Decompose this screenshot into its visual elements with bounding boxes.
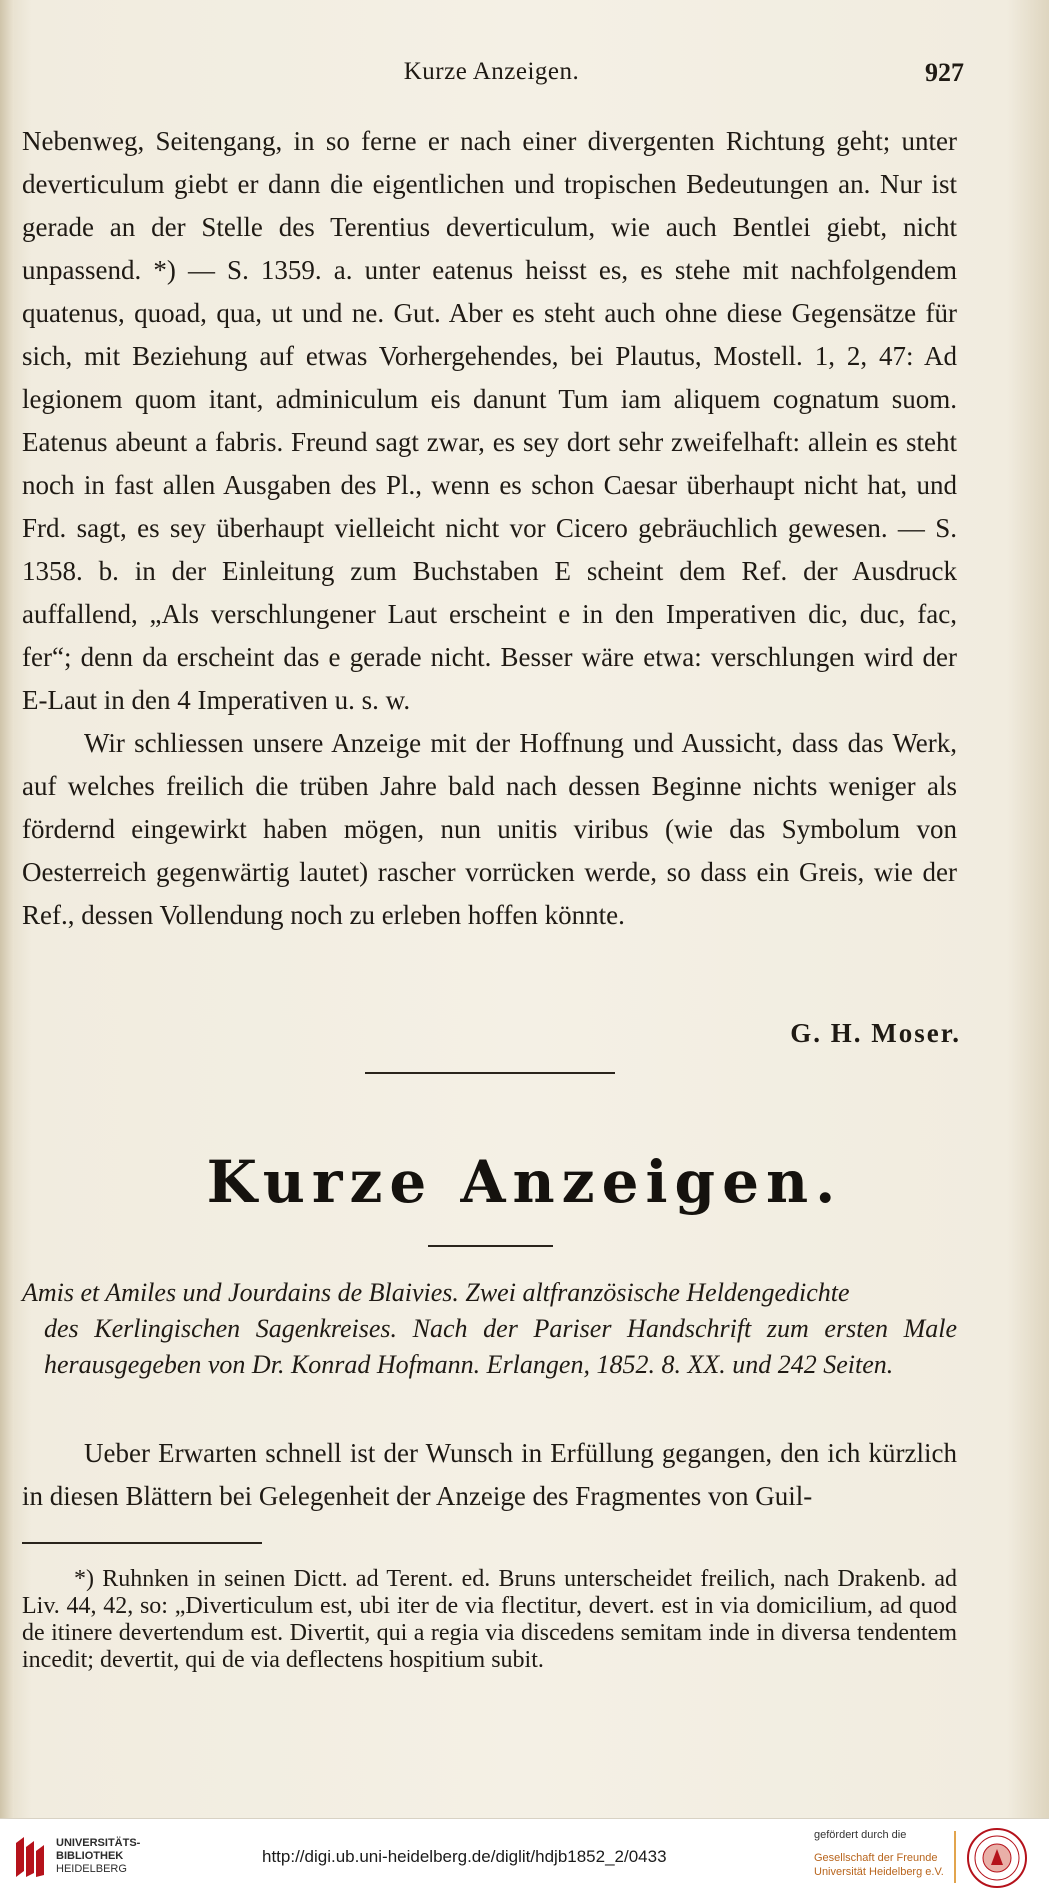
society-name-line2: Universität Heidelberg e.V. (814, 1866, 944, 1878)
library-name (56, 1837, 140, 1876)
page-binding-edge (0, 0, 14, 1818)
review-title-rest: des Kerlingischen Sagenkreises. Nach der Pariser Handschrift zum ersten Male herausgegeben von Dr. Konrad Hofmann. Erlangen, 1852. 8. XX. und 242 Seiten. (44, 1314, 957, 1379)
article-body (22, 120, 957, 937)
article-paragraph-2: Wir schliessen unsere Anzeige mit der Hoffnung und Aussicht, dass das Werk, auf welches freilich die trüben Jahre bald nach dessen Beginne nichts weniger als fördernd eingewirkt haben mögen, nun unitis viribus (wie das Symbolum von Oesterreich gegenwärtig lautet) rascher vorrücken werde, so dass ein Greis, wie der Ref., dessen Vollendung noch zu erleben hoffen könnte. (22, 728, 957, 930)
footnote-text: *) Ruhnken in seinen Dictt. ad Terent. ed. Bruns unterscheidet freilich, nach Drakenb. ad Liv. 44, 42, so: „Diverticulum est, ubi iter de via flectitur, devert. est in via domicilium, ad quod de itinere devertendum est. Divertit, qui a regia via discedens semitam inde in diversa tendentem incedit; devertit, qui de via deflectens hospitium subit. (22, 1566, 957, 1673)
society-name (814, 1851, 944, 1879)
permalink-url[interactable]: http://digi.ub.uni-heidelberg.de/diglit/hdjb1852_2/0433 (262, 1847, 667, 1866)
society-name-line1: Gesellschaft der Freunde (814, 1852, 938, 1864)
library-name-line2: BIBLIOTHEK (56, 1850, 124, 1862)
article-paragraph-1: Nebenweg, Seitengang, in so ferne er nach einer divergenten Richtung geht; unter deverticulum giebt er dann die eigentlichen und tropischen Bedeutungen an. Nur ist gerade an der Stelle des Terentius deverticulum, wie auch Bentlei giebt, nicht unpassend. *) — S. 1359. a. unter eatenus heisst es, es stehe mit nachfolgendem quatenus, quoad, qua, ut und ne. Gut. Aber es steht auch ohne diese Gegensätze für sich, mit Beziehung auf etwas Vorhergehendes, bei Plautus, Mostell. 1, 2, 47: Ad legionem quom itant, adminiculum eis danunt Tum iam aliquem cognatum suom. Eatenus abeunt a fabris. Freund sagt zwar, es sey dort sehr zweifelhaft: allein es steht noch in fast allen Ausgaben des Pl., wenn es schon Caesar überhaupt nicht hat, und Frd. sagt, es sey überhaupt vielleicht nicht vor Cicero gebräuchlich gewesen. — S. 1358. b. in der Einleitung zum Buchstaben E scheint dem Ref. der Ausdruck auffallend, „Als verschlungener Laut erscheint e in den Imperativen dic, duc, fac, fer“; denn da erscheint das e gerade nicht. Besser wäre etwa: verschlungen wird der E-Laut in den 4 Imperativen u. s. w. (22, 126, 957, 715)
footnote (22, 1566, 957, 1674)
review-title-line1: Amis et Amiles und Jourdains de Blaivies. Zwei altfranzösische Heldengedichte (22, 1278, 850, 1307)
university-library-logo-icon (12, 1833, 48, 1881)
author-signature: G. H. Moser. (790, 1018, 961, 1048)
review-bibliographic-entry (22, 1275, 957, 1383)
footnote-rule (22, 1542, 262, 1544)
running-head (22, 58, 964, 92)
section-heading: Kurze Anzeigen. (206, 1148, 843, 1216)
page-number: 927 (925, 58, 964, 87)
section-divider (365, 1072, 615, 1074)
funded-by-label: gefördert durch die (814, 1829, 907, 1841)
digitization-footer (0, 1818, 1049, 1895)
footer-divider (954, 1831, 956, 1883)
running-title: Kurze Anzeigen. (403, 58, 580, 85)
library-name-line3: HEIDELBERG (56, 1863, 127, 1875)
university-seal-icon (966, 1827, 1028, 1889)
review-body: Ueber Erwarten schnell ist der Wunsch in Erfüllung gegangen, den ich kürzlich in diesen Blättern bei Gelegenheit der Anzeige des Fragmentes von Guil- (22, 1438, 957, 1511)
library-name-line1: UNIVERSITÄTS- (56, 1837, 141, 1849)
heading-underline (428, 1245, 553, 1247)
